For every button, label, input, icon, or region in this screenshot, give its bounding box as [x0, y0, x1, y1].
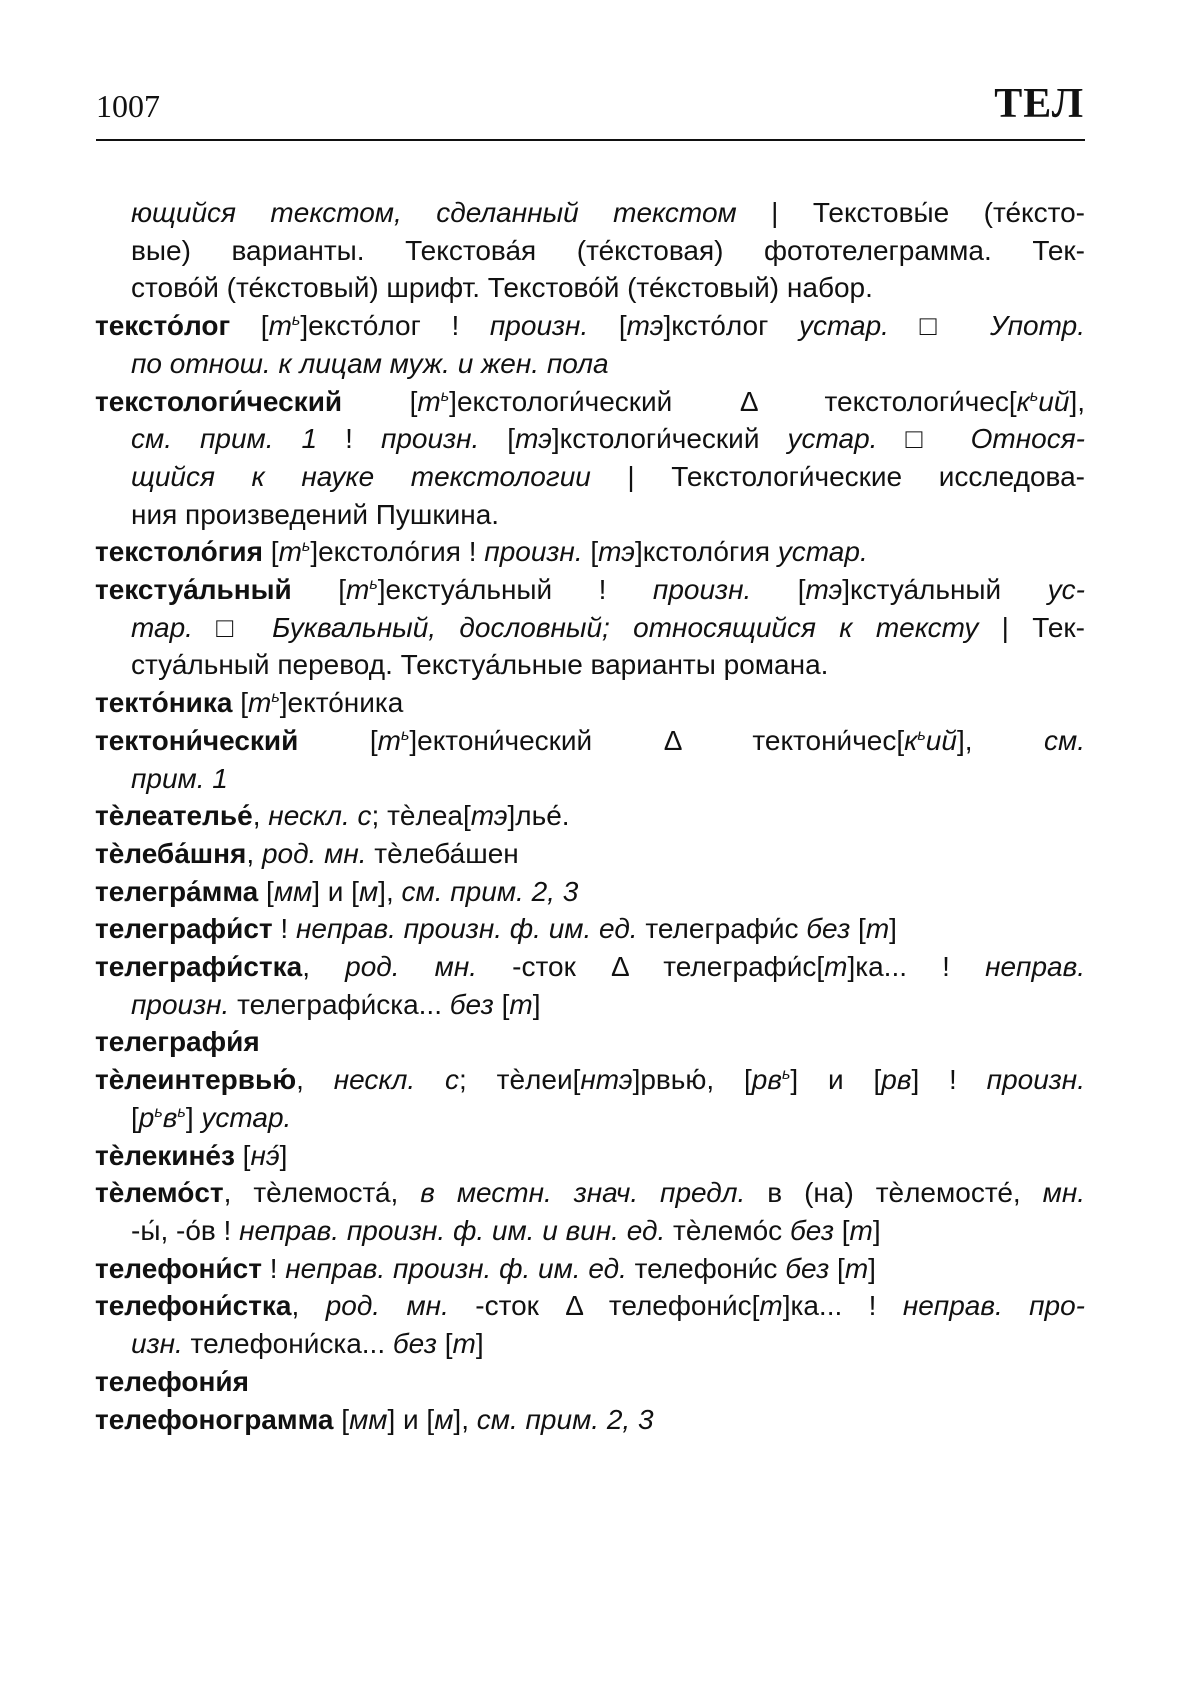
entry-text: телефони́ска... [182, 1328, 393, 1360]
entry-text: [ [588, 310, 627, 342]
superscript-mark: ь [917, 726, 926, 744]
italic-note: изн. [131, 1328, 183, 1360]
entry-text: [ [479, 423, 516, 455]
italic-note: рв [881, 1064, 912, 1096]
entry-line [95, 835, 1085, 873]
entry-text: ! [261, 1252, 286, 1284]
entry-line [95, 948, 1085, 986]
entry-line [95, 646, 1085, 684]
entry-text: ] ! [911, 1064, 987, 1096]
italic-note: тар. [131, 611, 193, 643]
entry-line [95, 307, 1085, 345]
italic-note: без [785, 1252, 830, 1284]
entry-text: тѐлеба́шен [366, 837, 519, 869]
italic-note: т [377, 724, 401, 756]
headword: тѐлекине́з [95, 1139, 235, 1171]
entry-text: , [296, 1064, 334, 1096]
headword: текстоло́гия [95, 536, 263, 568]
italic-note: см. прим. 2, 3 [401, 875, 579, 907]
entry-line [95, 1023, 1085, 1061]
italic-note: нэ́ [250, 1139, 280, 1171]
italic-note: неправ. произн. ф. им. и вин. ед. [239, 1214, 666, 1246]
dictionary-entry [95, 948, 1085, 1023]
entry-text: ] [475, 1328, 484, 1360]
italic-note: род. мн. [261, 837, 367, 869]
dictionary-entry [95, 1137, 1085, 1175]
entry-line [95, 496, 1085, 534]
italic-note: см. прим. 2, 3 [476, 1403, 654, 1435]
entry-line [95, 383, 1085, 421]
entry-text: ния произведений Пушкина. [131, 498, 500, 530]
italic-note: тэ [805, 574, 843, 606]
italic-note: т [865, 913, 890, 945]
italic-note: рв [751, 1064, 782, 1096]
italic-note: произн. [484, 536, 583, 568]
italic-note: см. [1044, 724, 1086, 756]
entry-text: , [291, 1290, 326, 1322]
italic-note: т [844, 1252, 869, 1284]
entry-line [95, 609, 1085, 647]
superscript-mark: ь [291, 312, 301, 330]
italic-note: устар. [787, 423, 878, 455]
entry-text: , [246, 837, 262, 869]
italic-note: Буквальный, дословный; относящийся к тексту [272, 611, 979, 643]
entry-text: в (на) тѐлемосте́, [745, 1177, 1043, 1209]
entry-text: , тѐлемоста́, [223, 1177, 421, 1209]
italic-note: Относя- [970, 423, 1085, 455]
italic-note: неправ. произн. ф. им. ед. [285, 1252, 627, 1284]
dictionary-entry [95, 1174, 1085, 1249]
italic-note: мн. [1042, 1177, 1086, 1209]
dictionary-entry [95, 797, 1085, 835]
entry-text: ] и [ [387, 1403, 435, 1435]
italic-note: род. мн. [325, 1290, 449, 1322]
entry-text: телеграфи́ска... [229, 988, 450, 1020]
entry-text: ; тѐлеи[ [459, 1064, 581, 1096]
entry-text: ] [889, 913, 897, 945]
headword: тѐлеба́шня [95, 837, 247, 869]
headword: телеграфи́стка [95, 951, 303, 983]
headword: телегра́мма [95, 875, 259, 907]
entry-text: -сток Δ телефони́с[ [448, 1290, 760, 1322]
entry-text: [ [342, 385, 418, 417]
entry-text: ! [317, 423, 381, 455]
italic-note: м [434, 1403, 454, 1435]
entry-text: , [252, 800, 269, 832]
entry-text: -ы́, -о́в ! [131, 1214, 240, 1246]
entry-line [95, 1174, 1085, 1212]
italic-note: тэ [598, 536, 635, 568]
entry-text: ]лье́. [507, 800, 570, 832]
italic-note: т [248, 687, 272, 719]
entry-text: , [302, 951, 346, 983]
header-rule [96, 139, 1085, 141]
superscript-mark: ь [400, 726, 410, 744]
entry-line [95, 760, 1085, 798]
italic-note: мм [349, 1403, 388, 1435]
dictionary-entry [95, 194, 1085, 307]
headword: текто́ника [95, 687, 233, 719]
entry-text: ]кстологи́ческий [551, 423, 788, 455]
entry-text: ]кстоло́гия [634, 536, 778, 568]
italic-note: устар. [777, 536, 868, 568]
dictionary-entry [95, 910, 1085, 948]
entry-text: [ [493, 988, 510, 1020]
italic-note: щийся к науке текстологии [131, 460, 591, 492]
entry-text: ]екстоло́гия ! [310, 536, 485, 568]
dictionary-entry [95, 1363, 1085, 1401]
italic-note: устар. [201, 1101, 292, 1133]
entry-text: вые) варианты. Текстова́я (те́кстовая) фототелеграмма. Тек- [131, 234, 1085, 266]
entry-text: ; тѐлеа[ [371, 800, 471, 832]
entry-text: [ [291, 574, 346, 606]
entry-line [95, 269, 1085, 307]
italic-note: мм [273, 875, 313, 907]
entry-text: □ [192, 611, 273, 643]
entry-line [95, 458, 1085, 496]
entry-line [95, 1061, 1085, 1099]
entry-text: ] [532, 988, 541, 1020]
italic-note: без [392, 1328, 437, 1360]
entry-text: [ [263, 536, 279, 568]
italic-note: тэ [515, 423, 552, 455]
dictionary-entry [95, 1023, 1085, 1061]
superscript-mark: ь [177, 1103, 186, 1121]
italic-note: нескл. с [333, 1064, 460, 1096]
italic-note: т [509, 988, 533, 1020]
entry-text: ]ка... ! [782, 1290, 903, 1322]
dictionary-entry [95, 873, 1085, 911]
italic-note: т [452, 1328, 476, 1360]
entry-text: [ [258, 875, 274, 907]
italic-note: нтэ [580, 1064, 633, 1096]
entry-text: □ [888, 310, 991, 342]
entry-text: [ [298, 724, 378, 756]
entry-line [95, 797, 1085, 835]
entry-text: ] [872, 1214, 881, 1246]
entry-text: ], [453, 1403, 477, 1435]
entry-line [95, 1325, 1085, 1363]
italic-note: произн. [131, 988, 230, 1020]
headword: телеграфи́я [95, 1026, 260, 1058]
entry-text: ]кстуа́льный [842, 574, 1048, 606]
entry-text: [ [436, 1328, 453, 1360]
entry-line [95, 533, 1085, 571]
entry-line [95, 194, 1085, 232]
italic-note: в местн. знач. предл. [420, 1177, 746, 1209]
dictionary-entry [95, 533, 1085, 571]
headword: текстуа́льный [95, 574, 292, 606]
italic-note: т [417, 385, 441, 417]
entry-text: ] [185, 1101, 202, 1133]
italic-note: неправ. [985, 951, 1086, 983]
entry-line [95, 1137, 1085, 1175]
headword: тѐлеинтервью́ [95, 1064, 297, 1096]
entry-line [95, 1401, 1085, 1439]
headword: тѐлемо́ст [95, 1177, 224, 1209]
entry-text: ]рвью́, [ [632, 1064, 752, 1096]
italic-note: прим. 1 [131, 762, 228, 794]
italic-note: устар. [798, 310, 889, 342]
entry-text: стуа́льный перевод. Текстуа́льные варианты романа. [131, 649, 829, 681]
superscript-mark: ь [369, 576, 378, 594]
entry-text: ], [1069, 385, 1086, 417]
italic-note: произн. [986, 1064, 1085, 1096]
entry-text: стово́й (те́кстовый) шрифт. Текстово́й (те́кстовый) набор. [131, 272, 873, 304]
entry-text: телеграфи́с [637, 913, 807, 945]
entry-text: ]екстологи́ческий Δ текстологи́чес[ [449, 385, 1017, 417]
entry-text: ], [378, 875, 402, 907]
headword: телеграфи́ст [95, 913, 273, 945]
italic-note: см. прим. 1 [131, 423, 318, 455]
superscript-mark: ь [271, 689, 280, 707]
dictionary-entries [95, 194, 1085, 1438]
headword: телефони́стка [95, 1290, 292, 1322]
headword: телефони́ст [95, 1252, 262, 1284]
entry-line [95, 684, 1085, 722]
running-head: ТЕЛ [994, 81, 1084, 127]
headword: тексто́лог [95, 310, 231, 342]
italic-note: т [268, 310, 292, 342]
entry-text: | Текстологи́ческие исследова- [590, 460, 1086, 492]
headword: телефонограмма [95, 1403, 334, 1435]
headword: телефони́я [95, 1365, 249, 1397]
entry-text: [ [131, 1101, 139, 1133]
italic-note: без [449, 988, 494, 1020]
italic-note: тэ [470, 800, 508, 832]
headword: тектони́ческий [95, 724, 299, 756]
entry-text: | Тек- [978, 611, 1085, 643]
entry-text: ]ектони́ческий Δ тектони́чес[ [409, 724, 905, 756]
italic-note: ющийся текстом, сделанный текстом [131, 197, 737, 228]
entry-line [95, 1212, 1085, 1250]
entry-text: ], [956, 724, 1045, 756]
headword: тѐлеателье́ [95, 800, 253, 832]
entry-text: [ [333, 1403, 350, 1435]
italic-note: тэ [626, 310, 664, 342]
entry-line [95, 571, 1085, 609]
italic-note: ий [925, 724, 957, 756]
entry-line [95, 420, 1085, 458]
dictionary-entry [95, 307, 1085, 382]
entry-line [95, 986, 1085, 1024]
superscript-mark: ь [301, 538, 311, 556]
superscript-mark: ь [154, 1103, 163, 1121]
entry-text: -сток Δ телеграфи́с[ [477, 951, 825, 983]
italic-note: т [345, 574, 370, 606]
entry-text: ] [279, 1139, 288, 1171]
italic-note: т [849, 1214, 873, 1246]
italic-note: неправ. произн. ф. им. ед. [295, 913, 638, 945]
headword: текстологи́ческий [95, 385, 343, 417]
superscript-mark: ь [781, 1066, 791, 1084]
page-number: 1007 [96, 88, 160, 124]
superscript-mark: ь [1029, 387, 1039, 405]
italic-note: Употр. [990, 310, 1085, 342]
entry-text: ]екстуа́льный ! [377, 574, 653, 606]
entry-text: [ [829, 1252, 845, 1284]
entry-text: [ [833, 1214, 850, 1246]
entry-line [95, 1287, 1085, 1325]
italic-note: произн. [652, 574, 752, 606]
italic-note: произн. [380, 423, 480, 455]
italic-note: род. мн. [345, 951, 478, 983]
italic-note: р [138, 1101, 155, 1133]
dictionary-entry [95, 684, 1085, 722]
entry-text: ] и [ [790, 1064, 882, 1096]
entry-text: ]ка... ! [847, 951, 986, 983]
entry-line [95, 232, 1085, 270]
italic-note: без [806, 913, 851, 945]
dictionary-entry [95, 1287, 1085, 1362]
italic-note: т [759, 1290, 783, 1322]
entry-text: ] и [ [312, 875, 359, 907]
dictionary-entry [95, 1061, 1085, 1136]
entry-line [95, 345, 1085, 383]
italic-note: ус- [1047, 574, 1085, 606]
italic-note: в [162, 1101, 178, 1133]
entry-text: ]екто́ника [279, 687, 404, 719]
italic-note: т [278, 536, 302, 568]
dictionary-entry [95, 1401, 1085, 1439]
dictionary-entry [95, 1250, 1085, 1288]
entry-text: телефони́с [626, 1252, 786, 1284]
entry-text: [ [850, 913, 866, 945]
dictionary-entry [95, 383, 1085, 534]
entry-text: □ [877, 423, 971, 455]
italic-note: м [358, 875, 379, 907]
italic-note: по отнош. к лицам муж. и жен. пола [131, 347, 609, 379]
dictionary-entry [95, 835, 1085, 873]
entry-text: ] [868, 1252, 876, 1284]
entry-line [95, 910, 1085, 948]
italic-note: неправ. про- [902, 1290, 1085, 1322]
entry-line [95, 722, 1085, 760]
entry-line [95, 1363, 1085, 1401]
italic-note: без [789, 1214, 834, 1246]
entry-line [95, 873, 1085, 911]
italic-note: ий [1038, 385, 1070, 417]
entry-text: | Текстовы́е (те́ксто- [736, 197, 1085, 228]
superscript-mark: ь [440, 387, 450, 405]
entry-line [95, 1250, 1085, 1288]
entry-text: [ [230, 310, 269, 342]
entry-text: [ [234, 1139, 251, 1171]
italic-note: нескл. с [268, 800, 372, 832]
italic-note: к [1016, 385, 1030, 417]
entry-text: ]ексто́лог ! [300, 310, 490, 342]
entry-text: [ [582, 536, 599, 568]
italic-note: к [904, 724, 918, 756]
italic-note: т [824, 951, 848, 983]
italic-note: произн. [489, 310, 589, 342]
entry-text: [ [232, 687, 249, 719]
entry-text: ! [272, 913, 296, 945]
entry-text: [ [751, 574, 806, 606]
dictionary-entry [95, 571, 1085, 684]
entry-text: ]ксто́лог [663, 310, 799, 342]
entry-line [95, 1099, 1085, 1137]
dictionary-entry [95, 722, 1085, 797]
entry-text: тѐлемо́с [665, 1214, 790, 1246]
